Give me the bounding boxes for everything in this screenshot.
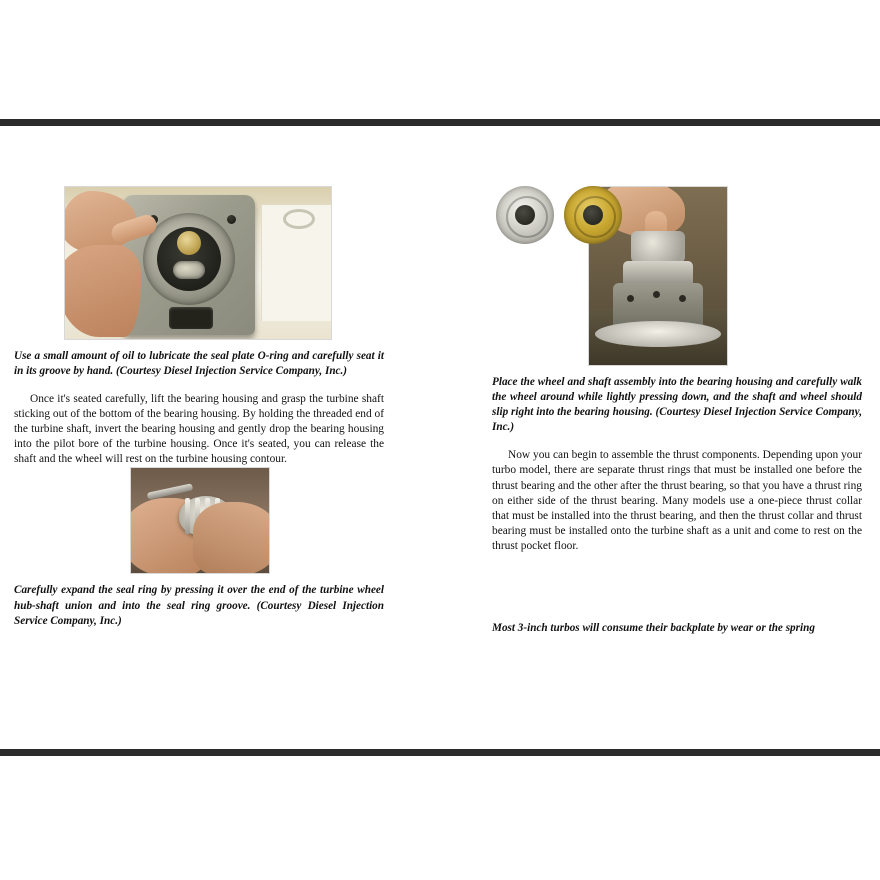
page-bottom-rule xyxy=(0,749,880,756)
right-hand xyxy=(193,502,270,574)
seal-ring-expansion-photo xyxy=(130,467,270,574)
housing-slot xyxy=(173,261,205,279)
page-content-area xyxy=(0,126,880,749)
body-paragraph-2: Now you can begin to assemble the thrust components. Depending upon your turbo model, there are separate thrust rings that must be installed one before the thrust bearing and the other after the thrust bearing, so that you have a thrust ring on either side of the thrust bearing. Many models use a one-piece thrust collar that must be installed into the thrust bearing, and then the thrust collar and thrust bearing must be installed onto the turbine shaft as a unit and come to rest on the thrust pocket floor. xyxy=(492,449,862,552)
bolt-hole xyxy=(227,215,236,224)
page-top-rule xyxy=(0,119,880,126)
backplate-hub xyxy=(515,205,535,225)
backplate-pair-photo xyxy=(592,554,730,612)
bolt-hole xyxy=(679,295,686,302)
brass-bushing xyxy=(177,231,201,255)
hand-lower xyxy=(64,245,141,337)
turbine-housing-flange xyxy=(595,321,721,347)
right-column xyxy=(492,186,862,636)
body-paragraph-1: Once it's seated carefully, lift the bearing housing and grasp the turbine shaft sticking out of the bottom of the bearing housing. By holding the threaded end of the turbine shaft, invert the bearing housing and gently drop the bearing housing into the pilot bore of the turbine housing. Once it's seated, you can release the shaft and the wheel will rest on the turbine housing contour. xyxy=(14,393,384,466)
oring-part xyxy=(283,209,315,229)
turbine-blade xyxy=(185,498,190,534)
figure-caption-2: Carefully expand the seal ring by pressing it over the end of the turbine wheel hub-shaft union and into the seal ring groove. (Courtesy Diesel Injection Service Company, Inc.) xyxy=(14,584,384,627)
seal-plate-oring-lubrication-photo xyxy=(64,186,332,340)
oil-drain-port xyxy=(169,307,213,329)
steel-backplate xyxy=(496,186,554,244)
bolt-hole xyxy=(627,295,634,302)
figure-caption-4: Most 3-inch turbos will consume their backplate by wear or the spring xyxy=(492,621,815,634)
figure-caption-1: Use a small amount of oil to lubricate the seal plate O-ring and carefully seat it in its groove by hand. (Courtesy Diesel Injection Service Company, Inc.) xyxy=(14,350,384,378)
backplate-hub xyxy=(583,205,603,225)
figure-caption-3: Place the wheel and shaft assembly into the bearing housing and carefully walk the wheel around while lightly pressing down, and the shaft and wheel should slip right into the bearing housing. (Courtesy Diesel Injection Service Company, Inc.) xyxy=(492,376,862,434)
compressor-wheel xyxy=(631,231,685,263)
bolt-hole xyxy=(653,291,660,298)
brass-backplate xyxy=(564,186,622,244)
left-column xyxy=(14,186,384,629)
